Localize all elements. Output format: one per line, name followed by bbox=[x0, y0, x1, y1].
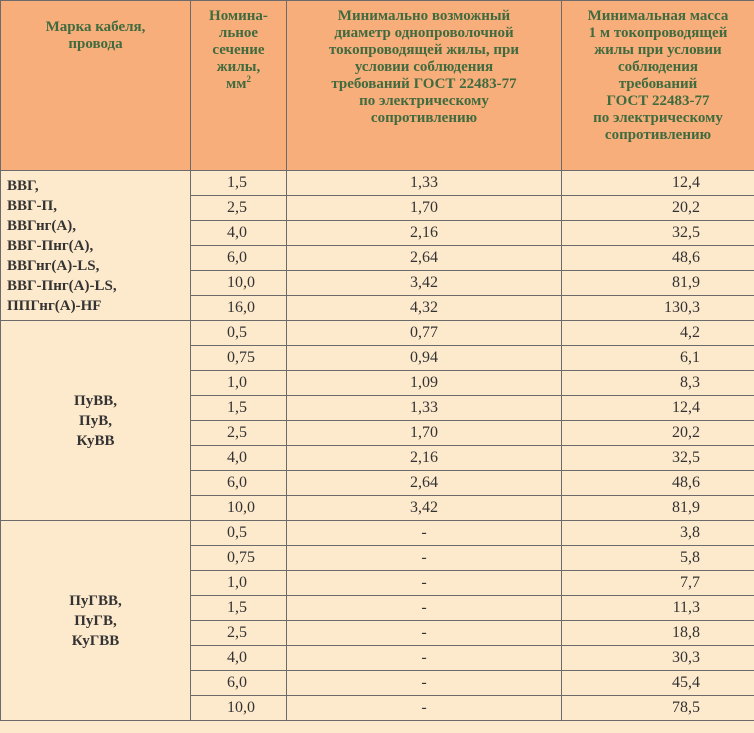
diameter-cell: - bbox=[287, 596, 562, 621]
diameter-cell: 1,70 bbox=[287, 196, 562, 221]
diameter-cell: 3,42 bbox=[287, 271, 562, 296]
section-cell: 0,5 bbox=[191, 521, 287, 546]
mass-cell: 5,8 bbox=[562, 546, 754, 571]
mass-cell: 11,3 bbox=[562, 596, 754, 621]
section-cell: 10,0 bbox=[191, 271, 287, 296]
section-cell: 1,5 bbox=[191, 171, 287, 196]
section-cell: 4,0 bbox=[191, 221, 287, 246]
mass-cell: 6,1 bbox=[562, 346, 754, 371]
diameter-cell: - bbox=[287, 646, 562, 671]
header-diameter: Минимально возможный диаметр однопроволочной токопроводящей жилы, при условии соблюдения требований ГОСТ 22483-77 по электрическому сопротивлению bbox=[287, 1, 562, 171]
mass-cell: 12,4 bbox=[562, 396, 754, 421]
header-row bbox=[1, 1, 754, 171]
mass-cell: 32,5 bbox=[562, 221, 754, 246]
diameter-cell: 1,09 bbox=[287, 371, 562, 396]
mass-cell: 7,7 bbox=[562, 571, 754, 596]
table-row bbox=[1, 171, 754, 196]
mass-cell: 18,8 bbox=[562, 621, 754, 646]
diameter-cell: - bbox=[287, 546, 562, 571]
section-cell: 1,5 bbox=[191, 396, 287, 421]
section-cell: 2,5 bbox=[191, 196, 287, 221]
table-row bbox=[1, 521, 754, 546]
diameter-cell: - bbox=[287, 671, 562, 696]
section-cell: 6,0 bbox=[191, 671, 287, 696]
section-cell: 4,0 bbox=[191, 446, 287, 471]
table-body bbox=[1, 171, 754, 721]
mass-cell: 3,8 bbox=[562, 521, 754, 546]
section-cell: 2,5 bbox=[191, 621, 287, 646]
section-cell: 6,0 bbox=[191, 246, 287, 271]
section-cell: 16,0 bbox=[191, 296, 287, 321]
diameter-cell: - bbox=[287, 571, 562, 596]
mass-cell: 12,4 bbox=[562, 171, 754, 196]
section-cell: 0,5 bbox=[191, 321, 287, 346]
mass-cell: 78,5 bbox=[562, 696, 754, 721]
mass-cell: 20,2 bbox=[562, 196, 754, 221]
diameter-cell: 3,42 bbox=[287, 496, 562, 521]
mass-cell: 81,9 bbox=[562, 496, 754, 521]
section-cell: 10,0 bbox=[191, 496, 287, 521]
header-section bbox=[191, 1, 287, 171]
header-mark: Марка кабеля, провода bbox=[1, 1, 191, 171]
header-section-text: Номина- льное сечение жилы, мм bbox=[209, 8, 268, 92]
section-cell: 0,75 bbox=[191, 546, 287, 571]
mass-cell: 30,3 bbox=[562, 646, 754, 671]
mass-cell: 48,6 bbox=[562, 471, 754, 496]
cable-mark-cell: ВВГ, ВВГ-П, ВВГнг(А), ВВГ-Пнг(А), ВВГнг(А)-LS, ВВГ-Пнг(А)-LS, ППГнг(А)-HF bbox=[1, 171, 191, 321]
section-cell: 1,5 bbox=[191, 596, 287, 621]
section-cell: 10,0 bbox=[191, 696, 287, 721]
mass-cell: 32,5 bbox=[562, 446, 754, 471]
diameter-cell: - bbox=[287, 521, 562, 546]
mass-cell: 130,3 bbox=[562, 296, 754, 321]
mass-cell: 48,6 bbox=[562, 246, 754, 271]
mass-cell: 20,2 bbox=[562, 421, 754, 446]
diameter-cell: - bbox=[287, 696, 562, 721]
section-cell: 2,5 bbox=[191, 421, 287, 446]
table-row bbox=[1, 321, 754, 346]
diameter-cell: 2,16 bbox=[287, 221, 562, 246]
diameter-cell: 2,64 bbox=[287, 471, 562, 496]
mass-cell: 4,2 bbox=[562, 321, 754, 346]
mass-cell: 8,3 bbox=[562, 371, 754, 396]
diameter-cell: 4,32 bbox=[287, 296, 562, 321]
diameter-cell: 2,64 bbox=[287, 246, 562, 271]
diameter-cell: 2,16 bbox=[287, 446, 562, 471]
diameter-cell: 0,94 bbox=[287, 346, 562, 371]
cable-mark-cell: ПуГВВ, ПуГВ, КуГВВ bbox=[1, 521, 191, 721]
cable-mark-cell: ПуВВ, ПуВ, КуВВ bbox=[1, 321, 191, 521]
mass-cell: 81,9 bbox=[562, 271, 754, 296]
section-cell: 1,0 bbox=[191, 371, 287, 396]
header-mass: Минимальная масса 1 м токопроводящей жилы при условии соблюдения требований ГОСТ 22483-77 по электрическому сопротивлению bbox=[562, 1, 754, 171]
diameter-cell: 1,33 bbox=[287, 396, 562, 421]
header-section-sup: 2 bbox=[246, 74, 251, 84]
section-cell: 1,0 bbox=[191, 571, 287, 596]
section-cell: 4,0 bbox=[191, 646, 287, 671]
diameter-cell: 1,70 bbox=[287, 421, 562, 446]
diameter-cell: - bbox=[287, 621, 562, 646]
section-cell: 0,75 bbox=[191, 346, 287, 371]
mass-cell: 45,4 bbox=[562, 671, 754, 696]
diameter-cell: 1,33 bbox=[287, 171, 562, 196]
section-cell: 6,0 bbox=[191, 471, 287, 496]
diameter-cell: 0,77 bbox=[287, 321, 562, 346]
